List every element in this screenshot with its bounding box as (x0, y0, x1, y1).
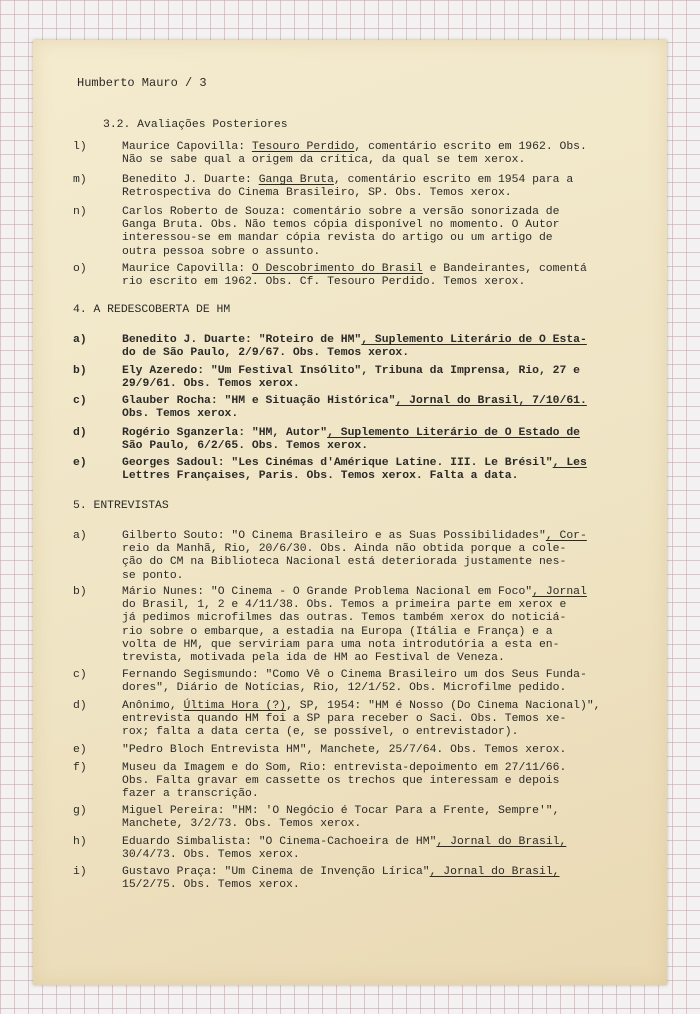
entry-title: Última Hora (?) (183, 700, 287, 712)
entry-letter: i) (73, 866, 87, 878)
entry-title: "Les Cinémas d'Amérique Latine. III. Le Brésil" (231, 457, 553, 469)
entry-rest: , comentário escrito em 1962. Obs. (354, 141, 587, 153)
entry-line: dores", Diário de Notícias, Rio, 12/1/52. Obs. Microfilme pedido. (122, 682, 567, 695)
entry-line: outra pessoa sobre o assunto. (122, 245, 321, 258)
entry-title: Tesouro Perdido (251, 141, 355, 153)
entry-line: Não se sabe qual a origem da crítica, da qual se tem xerox. (122, 154, 526, 167)
entry-line: 15/2/75. Obs. Temos xerox. (122, 879, 300, 892)
entry-author: Gilberto Souto: (122, 530, 232, 542)
entry-author: Glauber Rocha: (122, 395, 225, 407)
entry-line: já pedimos microfilmes das outras. Temos também xerox do noticiá- (122, 612, 567, 625)
entry-author: Carlos Roberto de Souza: (122, 206, 293, 218)
section-title-5: 5. ENTREVISTAS (73, 500, 169, 512)
entry-author: Benedito J. Duarte: (122, 334, 259, 346)
entry-line: fazer a transcrição. (122, 788, 259, 801)
entry-letter: e) (73, 744, 87, 756)
entry-line: rio sobre o embarque, a estadia na Europa (Itália e França) e a (122, 625, 553, 638)
entry-rest: , Manchete, 25/7/64. Obs. Temos xerox. (306, 744, 567, 756)
entry-line: do de São Paulo, 2/9/67. Obs. Temos xerox. (122, 347, 410, 360)
entry-author: Maurice Capovilla: (122, 263, 252, 275)
entry-author: Georges Sadoul: (122, 457, 232, 469)
entry-letter: o) (73, 263, 87, 275)
entry-rest: entrevista-depoimento em 27/11/66. (333, 762, 567, 774)
entry-title: "O Cinema Brasileiro e as Suas Possibilidades" (231, 530, 546, 542)
entry-rest: , Suplemento Literário de O Esta- (361, 334, 587, 346)
entry-rest: , Cor- (545, 530, 587, 542)
entry-line: Manchete, 3/2/73. Obs. Temos xerox. (122, 818, 362, 831)
entry-rest: e Bandeirantes, comentá (422, 263, 587, 275)
entry-title: O Descobrimento do Brasil (251, 263, 423, 275)
entry-rest: , Jornal do Brasil, (429, 866, 560, 878)
entry-author: Rogério Sganzerla: (122, 427, 252, 439)
entry-author: Benedito J. Duarte: (122, 174, 259, 186)
entry-letter: b) (73, 586, 87, 598)
entry-author: Fernando Segismundo: (122, 669, 266, 681)
entry-author: Mário Nunes: (122, 586, 211, 598)
entry-line: ção do CM na Biblioteca Nacional está deteriorada justamente nes- (122, 556, 567, 569)
entry-line: Retrospectiva do Cinema Brasileiro, SP. Obs. Temos xerox. (122, 187, 512, 200)
entry-rest: , Jornal (532, 586, 587, 598)
entry-rest: , Jornal do Brasil, (436, 836, 567, 848)
page-header: Humberto Mauro / 3 (77, 76, 207, 90)
entry-line: São Paulo, 6/2/65. Obs. Temos xerox. (122, 440, 369, 453)
entry-letter: d) (73, 427, 87, 439)
document-page (33, 40, 667, 985)
entry-rest: , Tribuna da Imprensa, Rio, 27 e (361, 365, 581, 377)
entry-line: Obs. Falta gravar em cassette os trechos que interessam e depois (122, 775, 560, 788)
entry-title: "Um Cinema de Invenção Lírica" (224, 866, 430, 878)
entry-title: "O Cinema-Cachoeira de HM" (258, 836, 437, 848)
entry-rest: , Les (552, 457, 587, 469)
entry-line: 29/9/61. Obs. Temos xerox. (122, 378, 300, 391)
entry-letter: b) (73, 365, 87, 377)
entry-author: Gustavo Praça: (122, 866, 225, 878)
entry-title: "Roteiro de HM" (258, 334, 362, 346)
section-title-3-2: 3.2. Avaliações Posteriores (103, 119, 288, 131)
entry-letter: g) (73, 805, 87, 817)
entry-letter: f) (73, 762, 87, 774)
entry-letter: c) (73, 395, 87, 407)
entry-title: "HM, Autor" (251, 427, 328, 439)
section-title-4: 4. A REDESCOBERTA DE HM (73, 304, 231, 316)
entry-line: volta de HM, que serviriam para uma nota introdutória a esta en- (122, 638, 560, 651)
entry-line: entrevista quando HM foi a SP para receber o Saci. Obs. Temos xe- (122, 713, 567, 726)
entry-line: do Brasil, 1, 2 e 4/11/38. Obs. Temos a primeira parte em xerox e (122, 599, 567, 612)
entry-rest: , SP, 1954: "HM é Nosso (Do Cinema Nacional)", (286, 700, 601, 712)
entry-line: reio da Manhã, Rio, 20/6/30. Obs. Ainda não obtida porque a cole- (122, 543, 567, 556)
entry-letter: m) (73, 174, 87, 186)
entry-author: Maurice Capovilla: (122, 141, 252, 153)
entry-title: "Um Festival Insólito" (210, 365, 362, 377)
entry-line: Lettres Françaises, Paris. Obs. Temos xerox. Falta a data. (122, 470, 519, 483)
entry-title: "Pedro Bloch Entrevista HM" (122, 744, 307, 756)
entry-title: "HM: 'O Negócio é Tocar Para a Frente, Sempre'" (231, 805, 553, 817)
entry-letter: h) (73, 836, 87, 848)
entry-letter: a) (73, 334, 87, 346)
entry-author: Ely Azeredo: (122, 365, 211, 377)
entry-line: se ponto. (122, 569, 184, 582)
entry-rest: , (552, 805, 560, 817)
entry-author: Miguel Pereira: (122, 805, 232, 817)
entry-line: rox; falta a data certa (e, se possível, o entrevistador). (122, 726, 519, 739)
entry-letter: c) (73, 669, 87, 681)
entry-letter: l) (73, 141, 87, 153)
entry-title: "O Cinema - O Grande Problema Nacional em Foco" (210, 586, 533, 598)
entry-letter: a) (73, 530, 87, 542)
entry-author: Eduardo Simbalista: (122, 836, 259, 848)
entry-letter: n) (73, 206, 87, 218)
entry-title: "HM e Situação Histórica" (224, 395, 396, 407)
entry-letter: e) (73, 457, 87, 469)
entry-title: Ganga Bruta (258, 174, 334, 186)
entry-title: "Como Vê o Cinema Brasileiro um dos Seus Funda- (265, 669, 587, 681)
entry-line: trevista, motivada pela ida de HM ao Festival de Veneza. (122, 652, 505, 665)
entry-rest: comentário sobre a versão sonorizada de (292, 206, 560, 218)
entry-line: 30/4/73. Obs. Temos xerox. (122, 849, 300, 862)
entry-author: Anônimo, (122, 700, 184, 712)
entry-line: interessou-se em mandar cópia revista do artigo ou um artigo de (122, 232, 553, 245)
entry-line: Obs. Temos xerox. (122, 408, 239, 421)
entry-line: Ganga Bruta. Obs. Não temos cópia disponível no momento. O Autor (122, 219, 560, 232)
entry-line: rio escrito em 1962. Obs. Cf. Tesouro Perdido. Temos xerox. (122, 276, 526, 289)
entry-rest: , Suplemento Literário de O Estado de (327, 427, 580, 439)
entry-letter: d) (73, 700, 87, 712)
entry-rest: , comentário escrito em 1954 para a (333, 174, 574, 186)
entry-rest: , Jornal do Brasil, 7/10/61. (395, 395, 587, 407)
entry-author: Museu da Imagem e do Som, Rio: (122, 762, 334, 774)
